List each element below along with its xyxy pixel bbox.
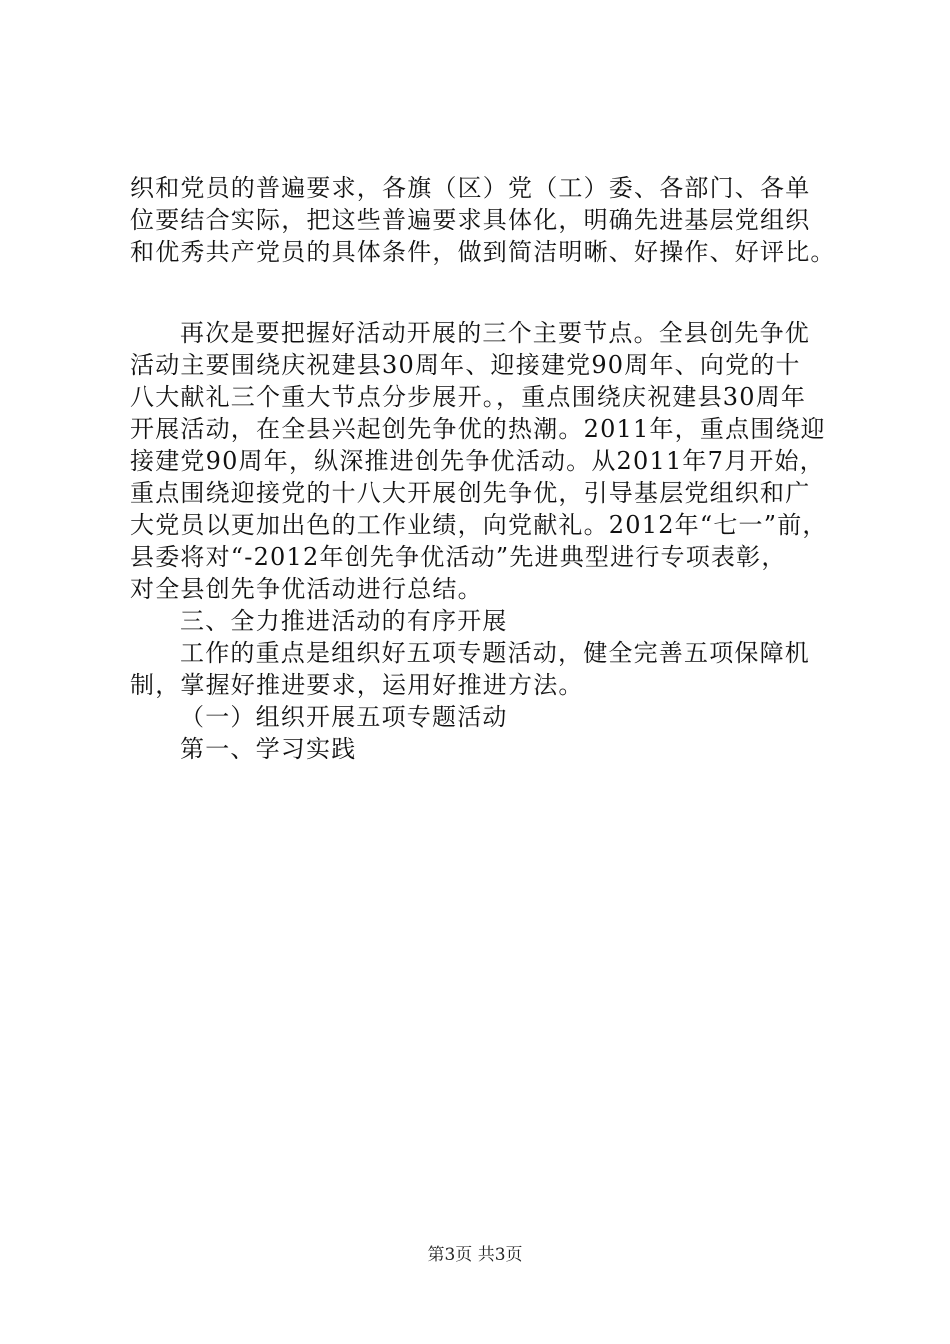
subsection-heading: （一）组织开展五项专题活动 (180, 703, 508, 731)
paragraph-1 (130, 172, 850, 268)
page-footer (0, 1244, 950, 1266)
text-line: 接建党90周年，纵深推进创先争优活动。从2011年7月开始， (130, 447, 825, 475)
text-line: 制，掌握好推进要求，运用好推进方法。 (130, 671, 584, 699)
section-heading: 三、全力推进活动的有序开展 (180, 607, 508, 635)
paragraph-2 (130, 317, 850, 605)
text-line: 和优秀共产党员的具体条件，做到简洁明晰、好操作、好评比。 (130, 238, 836, 266)
document-body (130, 172, 850, 765)
text-line: 活动主要围绕庆祝建县30周年、迎接建党90周年、向党的十 (130, 351, 801, 379)
text-line: 位要结合实际，把这些普遍要求具体化，明确先进基层党组织 (130, 206, 811, 234)
text-line: 织和党员的普遍要求，各旗（区）党（工）委、各部门、各单 (130, 174, 811, 202)
text-line: 再次是要把握好活动开展的三个主要节点。全县创先争优 (180, 319, 810, 347)
text-line: 工作的重点是组织好五项专题活动，健全完善五项保障机 (180, 639, 810, 667)
paragraph-3 (130, 637, 850, 701)
text-line: 八大献礼三个重大节点分步展开。，重点围绕庆祝建县30周年 (130, 383, 807, 411)
text-line: 对全县创先争优活动进行总结。 (130, 575, 483, 603)
text-line: 开展活动，在全县兴起创先争优的热潮。2011年，重点围绕迎 (130, 415, 826, 443)
item-heading: 第一、学习实践 (180, 735, 357, 763)
text-line: 大党员以更加出色的工作业绩，向党献礼。2012年“七一”前， (130, 511, 828, 539)
paragraph-spacer (130, 268, 850, 317)
text-line: 重点围绕迎接党的十八大开展创先争优，引导基层党组织和广 (130, 479, 811, 507)
text-line: 县委将对“-2012年创先争优活动”先进典型进行专项表彰， (130, 543, 787, 571)
page-indicator: 第3页 共3页 (427, 1245, 523, 1265)
